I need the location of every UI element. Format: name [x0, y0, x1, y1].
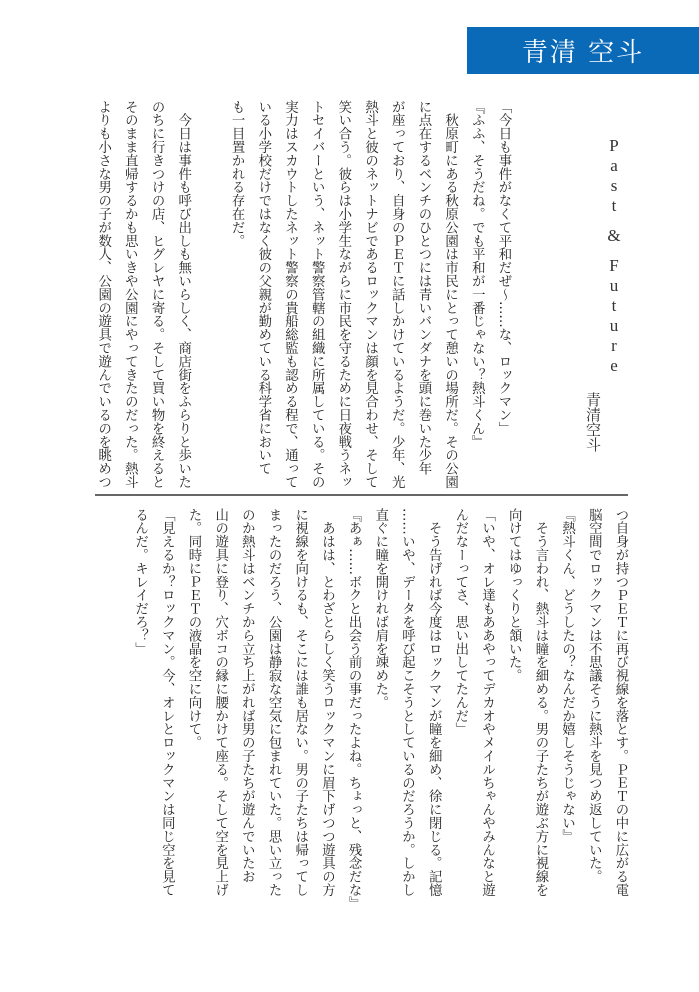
text-line: んだなーってさ、思い出してたんだ」 [452, 508, 468, 736]
title-letter: F [609, 256, 619, 275]
text-line: 今日は事件も呼び出しも無いらしく、商店街をふらりと歩いた [175, 100, 191, 489]
header-author-name: 青清 空斗 [521, 38, 645, 68]
text-line: そう告げれば今度はロックマンが瞳を細め、徐に閉じる。記憶 [426, 508, 442, 897]
text-line: よりも小さな男の子が数人、公園の遊具で遊んでいるのを眺めつ [95, 100, 111, 489]
text-line: あはは、とわざとらしく笑うロックマンに眉下げつつ遊具の方 [319, 508, 335, 897]
text-line: 実力はスカウトしたネット警察の貴船総監も認める程で、通って [282, 100, 298, 489]
text-line: そう言われ、熱斗は瞳を細める。男の子たちが遊ぶ方に視線を [532, 508, 548, 897]
text-line: 脳空間でロックマンは不思議そうに熱斗を見つめ返していた。 [586, 508, 602, 884]
title-letter: a [610, 156, 618, 175]
title-letter: t [611, 196, 617, 215]
text-line: つ自身が持つＰＥＴに再び視線を落とす。ＰＥＴの中に広がる電 [613, 508, 628, 897]
text-line: ……いや、データを呼び起こそうとしているのだろうか。しかし [399, 508, 415, 897]
title-letter: r [611, 336, 617, 355]
title-ampersand: & [607, 226, 621, 245]
text-line [196, 100, 223, 480]
text-line: のか熱斗はベンチから立ち上がれば男の子たちが遊んでいたお [239, 508, 255, 884]
text-line: が座っており、自身のＰＥＴに話しかけているようだ。少年、光 [389, 100, 405, 489]
text-line: のちに行きつけの店、ヒグレヤに寄る。そして買い物を終えると [149, 100, 165, 489]
text-line: まったのだろう、公園は静寂な空気に包まれていた。思い立った [266, 508, 282, 897]
text-line: 向けてはゆっくりと頷いた。 [506, 508, 522, 683]
text-line: に点在するベンチのひとつには青いバンダナを頭に巻いた少年 [415, 100, 431, 476]
title-letter: u [609, 276, 619, 295]
text-line: そのまま直帰するかも思いきや公園にやってきたのだった。熱斗 [122, 100, 138, 489]
text-line: 秋原町にある秋原公園は市民にとって憩いの場所だ。その公園 [442, 100, 458, 489]
author-header-box [467, 27, 699, 74]
text-line: 山の遊具に登り、穴ボコの縁に腰かけて座る。そして空を見上げ [212, 508, 228, 897]
text-line: 直ぐに瞳を開ければ肩を竦めた。 [372, 508, 388, 709]
text-line: トセイバーという、ネット警察管轄の組織に所属している。その [309, 100, 325, 489]
text-line: 『熱斗くん、どうしたの？なんだか嬉しそうじゃない』 [559, 508, 575, 843]
text-line: た。同時にＰＥＴの液晶を空に向けて。 [186, 508, 201, 750]
title-letter: t [611, 296, 617, 315]
text-line: 「今日も事件がなくて平和だぜ〜……な、ロックマン」 [496, 100, 511, 435]
title-letter: s [610, 176, 618, 195]
text-line: 「いや、オレ達もああやってデカオやメイルちゃんやみんなと遊 [479, 508, 495, 897]
text-line: 『ふふ、そうだね。でも平和が一番じゃない？熱斗くん』 [469, 100, 485, 449]
text-line: るんだ。キレイだろ？」 [132, 508, 148, 656]
title-letter: u [609, 316, 619, 335]
section-divider [95, 494, 628, 496]
text-line: 笑い合う。彼らは小学生ながらに市民を守るために日夜戦うネッ [335, 100, 351, 489]
story-title [603, 136, 625, 376]
story-author: 青清空斗 [584, 392, 602, 452]
text-block-bottom [126, 508, 633, 910]
text-line: に視線を向けるも、そこには誰も居ない。男の子たちは帰ってし [292, 508, 308, 897]
text-line: 熱斗と彼のネットナビであるロックマンは顔を見合わせ、そして [362, 100, 378, 489]
text-line: 「見えるか？ロックマン。今、オレとロックマンは同じ空を見て [159, 508, 175, 897]
title-letter: P [609, 136, 619, 155]
text-block-top [89, 100, 516, 489]
text-line: も一目置かれる存在だ。 [229, 100, 245, 248]
text-line: 『あぁ……ボクと出会う前の事だったよね。ちょっと、残念だな』 [346, 508, 362, 910]
text-line: いる小学校だけではなく彼の父親が勤めている科学省において [255, 100, 271, 476]
title-letter: e [610, 356, 618, 375]
